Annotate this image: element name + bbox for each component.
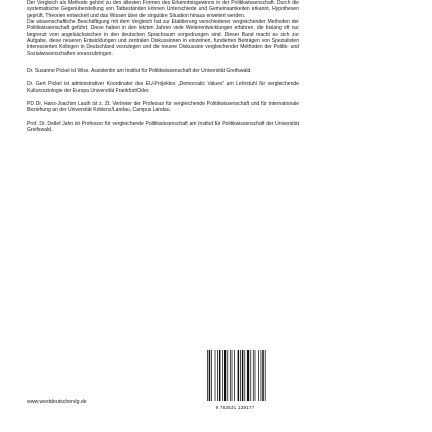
barcode-bar [247, 350, 249, 401]
barcode-bar [222, 350, 223, 401]
blurb-paragraph-main: Die wissenschaftliche Beschäftigung mit dem Vergleich hat zur Etablierung verschiedener vergleichender Methoden der Politikwissenschaft geführt. Diese haben in den letzten Jahren viele Weiterentwicklungen erfahren, die bislang oft nur begrenzt vom angelsächsischen in den deutschen Sprachraum vorgedrungen sind. Dieser Band macht es sich zur Aufgabe, diese neueren Entwicklungen und zentralen Diskussionen in einzelnen, fundierten Beiträgen von Spezialisten interessierten Kollegen in Deutschland vorzulegen und die neuere Diskussion vergleichender Methoden der Politik- und Sozialwissenschaften voranzubringen. [27, 19, 299, 57]
barcode-digits: 9 783531 138177 [204, 405, 266, 410]
barcode-bar [215, 350, 216, 401]
barcode-bar [217, 350, 218, 401]
barcode-bar [224, 350, 226, 401]
barcode-bar [227, 350, 228, 401]
blurb-text-column [27, 0, 299, 134]
author-bio-hans-joachim-lauth: PD Dr. Hans-Joachim Lauth ist z. Zt. Vertreter der Professur für vergleichende Politikwissenschaft und für internationale Beziehung an der Universität Koblenz/Landau, Campus Landau. [27, 101, 299, 114]
blurb-paragraph-intro: Der Vergleich als Methode gehört zu den ältesten Formen des Erkenntnisgewinns in der Politikwissenschaft. Durch die systematische Gegenüberstellung von Tatbeständen können Unterschiede und Gemeinsamkeiten erkannt, Hypothesen geprüft, Theorien entwickelt und das Wissen über die singuläre Situation hinaus erweitert werden. [27, 0, 299, 19]
barcode-bar [219, 350, 221, 401]
barcode-bar [262, 350, 264, 401]
barcode-bar [234, 350, 235, 401]
publisher-website: www.westdeutschervlg.de [27, 399, 87, 405]
barcode-bar [255, 350, 256, 401]
barcode-bar [242, 350, 244, 401]
barcode-icon [204, 348, 266, 410]
barcode-bar [211, 350, 212, 401]
barcode-bar [232, 350, 233, 401]
author-bio-detlef-jahn: Prof. Dr. Detlef Jahn ist Professor für vergleichende Politikwissenschaft am Institut für Politikwissenschaft der Universität Greifswald. [27, 120, 299, 134]
barcode-bar [253, 350, 254, 401]
barcode-bar [244, 350, 245, 401]
barcode-bar [209, 350, 211, 401]
barcode-bar [250, 350, 251, 401]
author-bio-susanne-pickel: Dr. Susanne Pickel ist Wiss. Assistentin am Institut für Politikwissenschaft der Universität Greifswald. [27, 68, 252, 75]
barcode-bar [238, 350, 240, 401]
barcode-bar [230, 350, 231, 401]
barcode-bar [258, 350, 259, 401]
isbn-barcode [204, 348, 266, 410]
barcode-bar [240, 350, 241, 401]
barcode-bar [207, 350, 208, 401]
barcode-bar [265, 350, 266, 401]
author-bio-gert-pickel: Dr. Gert Pickel ist administrativer Koordinator des EU-Projektes „Democratic Values“ am Lehrstuhl für vergleichende Kultursoziologie der Europa Universität Frankfurt/Oder. [27, 81, 299, 94]
barcode-bar [261, 350, 262, 401]
